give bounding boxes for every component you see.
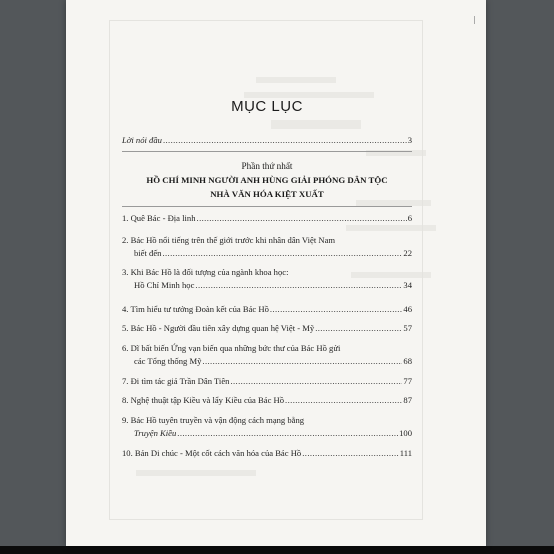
toc-entry-title: 4. Tìm hiểu tư tưởng Đoàn kết của Bác Hồ [122, 304, 269, 314]
toc-entry-page: 87 [403, 395, 412, 405]
toc-entry [122, 234, 412, 260]
toc-preface-label: Lời nói đầu [122, 135, 162, 145]
toc-entry-title: 1. Quê Bác - Địa linh [122, 213, 196, 223]
page-corner-mark [474, 16, 475, 24]
dot-leader [177, 427, 398, 440]
part-subtitle-line1: HỒ CHÍ MINH NGƯỜI ANH HÙNG GIẢI PHÓNG DÂN TỘC [146, 175, 388, 185]
toc-preface-page: 3 [407, 135, 412, 145]
dot-leader [270, 303, 403, 316]
dot-leader [315, 322, 402, 335]
dot-leader [202, 355, 402, 368]
toc-entry-title: 2. Bác Hồ nổi tiếng trên thế giới trước khi nhân dân Việt Nam [122, 235, 336, 245]
toc-entry [122, 303, 412, 316]
toc-entry-title-continued: Truyện Kiều [134, 428, 177, 438]
section-divider [122, 151, 412, 152]
toc-entry-title: 3. Khi Bác Hồ là đối tượng của ngành khoa học: [122, 267, 289, 277]
toc-entry-page: 46 [403, 304, 412, 314]
toc-entry [122, 447, 412, 460]
bottom-edge [0, 546, 554, 554]
toc-entry-page: 111 [399, 448, 412, 458]
toc-entry-title: 9. Bác Hồ tuyên truyền và vận động cách mạng bằng [122, 415, 305, 425]
toc-preface [122, 134, 412, 147]
dot-leader [163, 134, 407, 147]
toc-entry-page: 22 [403, 248, 412, 258]
toc-entry-page: 100 [399, 428, 412, 438]
toc-entry-title: 10. Bản Di chúc - Một cốt cách văn hóa của Bác Hồ [122, 448, 302, 458]
toc-entry-page: 6 [407, 213, 412, 223]
dot-leader [162, 247, 402, 260]
toc-entry [122, 212, 412, 225]
dot-leader [285, 394, 402, 407]
toc-entry-page: 77 [403, 376, 412, 386]
toc-title: MỤC LỤC [231, 98, 303, 115]
dot-leader [302, 447, 399, 460]
part-heading: Phần thứ nhất [241, 161, 293, 171]
dot-leader [197, 212, 407, 225]
toc-entry-title: 6. Dĩ bất biến Ứng vạn biến qua những bức thư của Bác Hồ gửi [122, 343, 341, 353]
toc-entry-page: 34 [403, 280, 412, 290]
toc-entry-title: 7. Đi tìm tác giả Trần Dân Tiên [122, 376, 230, 386]
toc-entry [122, 375, 412, 388]
toc-entry [122, 394, 412, 407]
section-divider [122, 206, 412, 207]
dot-leader [230, 375, 402, 388]
toc-entry [122, 342, 412, 368]
dot-leader [195, 279, 402, 292]
part-subtitle-line2: NHÀ VĂN HÓA KIỆT XUẤT [210, 189, 324, 199]
toc-entry [122, 322, 412, 335]
toc-entry [122, 266, 412, 292]
toc-entry-page: 68 [403, 356, 412, 366]
toc-entry-title-continued: Hồ Chí Minh học [134, 280, 195, 290]
book-page [66, 0, 486, 546]
toc-entry-title-continued: biết đến [134, 248, 162, 258]
toc-entry-title: 8. Nghệ thuật tập Kiều và lẩy Kiều của Bác Hồ [122, 395, 285, 405]
toc-entry-title: 5. Bác Hồ - Người đầu tiên xây dựng quan hệ Việt - Mỹ [122, 323, 315, 333]
toc-entry-page: 57 [403, 323, 412, 333]
toc-entry-title-continued: các Tổng thống Mỹ [134, 356, 202, 366]
toc-entry [122, 414, 412, 440]
